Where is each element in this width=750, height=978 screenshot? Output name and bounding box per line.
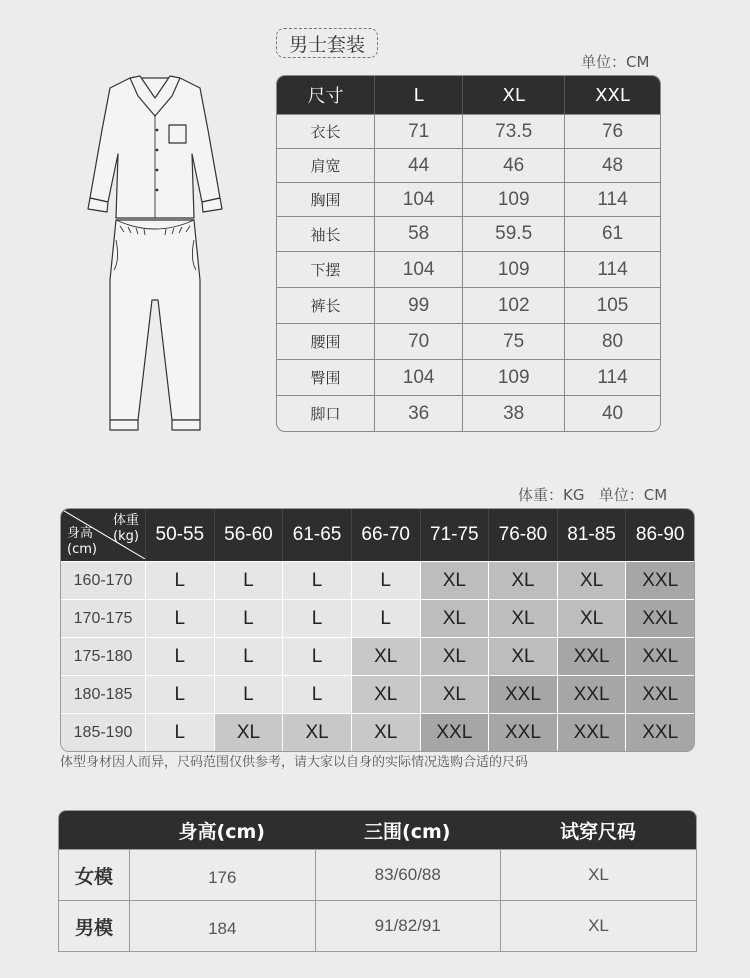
- measure-label: 袖长: [277, 216, 374, 251]
- size-recommendation: L: [351, 599, 420, 637]
- size-recommendation: L: [214, 637, 283, 675]
- header-l: L: [374, 76, 462, 114]
- size-row: [277, 359, 660, 395]
- height-row: [61, 599, 694, 637]
- model-label: 女模: [59, 849, 129, 900]
- measure-label: 臀围: [277, 359, 374, 395]
- weight-range-header: 50-55: [145, 509, 214, 561]
- size-recommendation: XL: [488, 599, 557, 637]
- weight-range-header: 56-60: [214, 509, 283, 561]
- size-recommendation: XL: [488, 637, 557, 675]
- measure-value: 70: [374, 323, 462, 359]
- size-recommendation: L: [282, 599, 351, 637]
- size-recommendation: XL: [351, 713, 420, 751]
- weight-range-header: 71-75: [420, 509, 489, 561]
- height-range-label: 175-180: [61, 637, 145, 675]
- size-recommendation: XL: [420, 561, 489, 599]
- size-table: [276, 75, 661, 432]
- size-recommendation: XXL: [557, 713, 626, 751]
- size-recommendation: L: [282, 675, 351, 713]
- size-recommendation: L: [214, 561, 283, 599]
- measure-label: 腰围: [277, 323, 374, 359]
- height-range-label: 170-175: [61, 599, 145, 637]
- size-recommendation: L: [282, 637, 351, 675]
- size-recommendation: L: [214, 675, 283, 713]
- measure-value: 109: [462, 359, 564, 395]
- size-recommendation: XL: [351, 637, 420, 675]
- measure-value: 104: [374, 182, 462, 216]
- measure-value: 114: [564, 182, 660, 216]
- model-table: [58, 810, 697, 952]
- corner-weight-label: 体重: [112, 513, 139, 528]
- size-recommendation: XL: [420, 599, 489, 637]
- measure-value: 73.5: [462, 114, 564, 148]
- measure-value: 105: [564, 287, 660, 323]
- size-row: [277, 216, 660, 251]
- unit-label: 单位：CM: [581, 53, 650, 71]
- height-range-label: 185-190: [61, 713, 145, 751]
- size-table-header: [277, 76, 660, 114]
- size-row: [277, 114, 660, 148]
- measure-value: 114: [564, 359, 660, 395]
- model-header-size: 试穿尺码: [500, 811, 696, 849]
- weight-range-header: 81-85: [557, 509, 626, 561]
- measure-value: 104: [374, 359, 462, 395]
- size-recommendation: XXL: [557, 637, 626, 675]
- measure-value: 109: [462, 182, 564, 216]
- size-recommendation: L: [145, 637, 214, 675]
- weight-chart-header: [61, 509, 694, 561]
- size-recommendation: XXL: [625, 713, 694, 751]
- height-range-label: 180-185: [61, 675, 145, 713]
- size-recommendation: L: [145, 675, 214, 713]
- size-recommendation: L: [282, 561, 351, 599]
- corner-weight: [113, 513, 139, 545]
- size-recommendation: XXL: [625, 675, 694, 713]
- measure-value: 58: [374, 216, 462, 251]
- measure-value: 109: [462, 251, 564, 287]
- size-row: [277, 182, 660, 216]
- measure-value: 46: [462, 148, 564, 182]
- size-recommendation: XL: [214, 713, 283, 751]
- height-row: [61, 637, 694, 675]
- weight-range-header: 76-80: [488, 509, 557, 561]
- measure-label: 脚口: [277, 395, 374, 431]
- corner-height-unit: (cm): [67, 542, 97, 557]
- product-title: 男士套装: [276, 28, 378, 58]
- size-recommendation: XL: [282, 713, 351, 751]
- model-label: 男模: [59, 900, 129, 951]
- measure-value: 59.5: [462, 216, 564, 251]
- size-recommendation: L: [145, 713, 214, 751]
- size-recommendation: XL: [351, 675, 420, 713]
- size-recommendation: XXL: [625, 561, 694, 599]
- size-recommendation: L: [214, 599, 283, 637]
- height-row: [61, 713, 694, 751]
- model-measurements: 91/82/91: [315, 900, 501, 951]
- model-header-height: 身高(cm): [129, 811, 315, 849]
- measure-value: 104: [374, 251, 462, 287]
- measure-value: 44: [374, 148, 462, 182]
- measure-value: 76: [564, 114, 660, 148]
- measure-label: 肩宽: [277, 148, 374, 182]
- weight-height-chart: [60, 508, 695, 752]
- size-row: [277, 395, 660, 431]
- measure-value: 114: [564, 251, 660, 287]
- weight-range-header: 86-90: [625, 509, 694, 561]
- measure-value: 38: [462, 395, 564, 431]
- size-recommendation: XXL: [557, 675, 626, 713]
- pajama-set-illustration: [80, 70, 230, 440]
- measure-label: 下摆: [277, 251, 374, 287]
- measure-value: 75: [462, 323, 564, 359]
- size-recommendation: XXL: [488, 713, 557, 751]
- height-row: [61, 561, 694, 599]
- corner-cell: [61, 509, 145, 561]
- measure-value: 99: [374, 287, 462, 323]
- size-recommendation: XXL: [625, 637, 694, 675]
- weight-range-header: 66-70: [351, 509, 420, 561]
- model-height: 176: [129, 849, 315, 900]
- measure-value: 102: [462, 287, 564, 323]
- model-height: 184: [129, 900, 315, 951]
- measure-value: 40: [564, 395, 660, 431]
- size-recommendation: XL: [488, 561, 557, 599]
- weight-range-header: 61-65: [282, 509, 351, 561]
- weight-chart-units: 体重：KG 单位：CM: [518, 486, 668, 504]
- disclaimer-note: 体型身材因人而异，尺码范围仅供参考，请大家以自身的实际情况选购合适的尺码: [60, 755, 529, 770]
- model-measurements: 83/60/88: [315, 849, 501, 900]
- model-size: XL: [500, 849, 696, 900]
- model-row: [59, 900, 696, 951]
- size-recommendation: L: [145, 561, 214, 599]
- header-size: 尺寸: [277, 76, 374, 114]
- size-recommendation: XXL: [420, 713, 489, 751]
- size-row: [277, 251, 660, 287]
- size-recommendation: L: [351, 561, 420, 599]
- size-row: [277, 148, 660, 182]
- measure-label: 胸围: [277, 182, 374, 216]
- size-recommendation: XXL: [625, 599, 694, 637]
- header-xxl: XXL: [564, 76, 660, 114]
- measure-value: 36: [374, 395, 462, 431]
- size-recommendation: XL: [420, 675, 489, 713]
- height-row: [61, 675, 694, 713]
- model-table-header: [59, 811, 696, 849]
- model-header-blank: [59, 811, 129, 849]
- size-recommendation: XL: [420, 637, 489, 675]
- size-recommendation: XXL: [488, 675, 557, 713]
- measure-label: 衣长: [277, 114, 374, 148]
- corner-height: [67, 526, 97, 558]
- measure-label: 裤长: [277, 287, 374, 323]
- measure-value: 80: [564, 323, 660, 359]
- model-size: XL: [500, 900, 696, 951]
- model-header-measurements: 三围(cm): [315, 811, 501, 849]
- measure-value: 61: [564, 216, 660, 251]
- size-row: [277, 323, 660, 359]
- height-range-label: 160-170: [61, 561, 145, 599]
- size-recommendation: L: [145, 599, 214, 637]
- size-row: [277, 287, 660, 323]
- size-recommendation: XL: [557, 561, 626, 599]
- model-row: [59, 849, 696, 900]
- corner-height-label: 身高: [67, 526, 94, 541]
- measure-value: 48: [564, 148, 660, 182]
- corner-weight-unit: (kg): [113, 529, 139, 544]
- header-xl: XL: [462, 76, 564, 114]
- measure-value: 71: [374, 114, 462, 148]
- size-recommendation: XL: [557, 599, 626, 637]
